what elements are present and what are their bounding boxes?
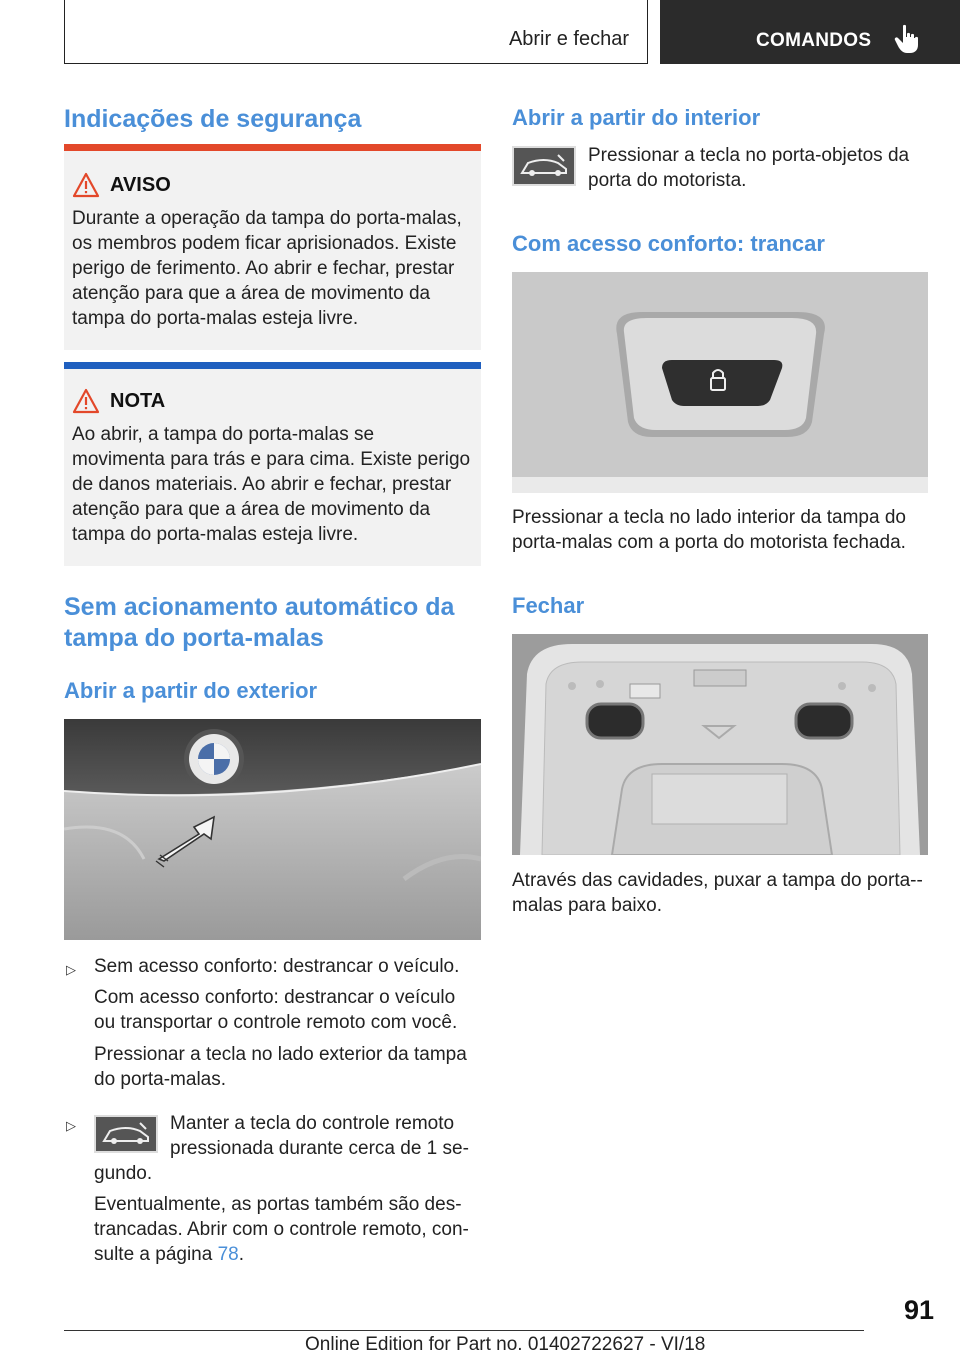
comfort-access-text: Pressionar a tecla no lado interior da tampa do porta-malas com a porta do motorista fechada. xyxy=(512,507,906,553)
note-box xyxy=(64,362,481,566)
header-section-box xyxy=(64,0,648,64)
trunk-exterior-image xyxy=(64,719,481,940)
safety-heading: Indicações de segurança xyxy=(64,105,362,133)
subsection-heading-exterior: Abrir a partir do exterior xyxy=(64,678,318,703)
note-text: Ao abrir, a tampa do porta-malas se movimenta para trás e para cima. Existe perigo de danos materiais. Ao abrir e fechar, prestar atenção para que a área de movimento da tampa do porta-malas esteja livre. xyxy=(72,424,471,545)
list-item-2-para-text: Eventualmente, as portas também são des-trancadas. Abrir com o controle remoto, con-sulte a página xyxy=(94,1194,469,1265)
close-text: Através das cavidades, puxar a tampa do porta--malas para baixo. xyxy=(512,870,923,916)
list-item-2-para xyxy=(94,1192,474,1267)
list-bullet-triangle-icon: ▷ xyxy=(66,1118,76,1133)
note-label: NOTA xyxy=(110,390,166,412)
warning-accent-bar xyxy=(64,144,481,151)
remote-trunk-button-icon xyxy=(94,1115,158,1153)
list-item-1-main: Sem acesso conforto: destrancar o veículo. xyxy=(94,956,460,977)
trunk-lid-illustration xyxy=(512,634,928,855)
list-item-2-para-end: . xyxy=(238,1244,245,1265)
note-accent-bar xyxy=(64,362,481,369)
close-heading: Fechar xyxy=(512,593,585,618)
list-bullet-triangle-icon: ▷ xyxy=(66,962,76,977)
list-item-2-main-a: Manter a tecla do controle remoto pressionada durante cerca de 1 se- xyxy=(170,1113,469,1159)
warning-label: AVISO xyxy=(110,174,171,196)
page-reference-link[interactable]: 78 xyxy=(217,1244,239,1265)
page-number: 91 xyxy=(903,1295,934,1325)
interior-text: Pressionar a tecla no porta-objetos da porta do motorista. xyxy=(588,145,910,191)
warning-text: Durante a operação da tampa do porta-malas, os membros podem ficar aprisionados. Existe perigo de ferimento. Ao abrir e fechar, prestar atenção para que a área de movimento da tampa do porta-malas esteja livre. xyxy=(72,208,462,329)
trunk-exterior-illustration xyxy=(64,719,481,940)
trunk-lid-interior-image xyxy=(512,634,928,855)
list-item-1-para-1: Com acesso conforto: destrancar o veículo ou transportar o controle remoto com você. xyxy=(94,987,458,1033)
interior-heading: Abrir a partir do interior xyxy=(512,105,761,130)
lock-button-illustration xyxy=(512,272,928,493)
list-item-1-para-2: Pressionar a tecla no lado exterior da tampa do porta-malas. xyxy=(94,1044,467,1090)
warning-box xyxy=(64,144,481,350)
note-triangle-icon xyxy=(72,388,100,414)
header-chapter-tab xyxy=(660,0,960,64)
door-trunk-button-icon xyxy=(512,146,576,186)
chapter-label: COMANDOS xyxy=(756,30,872,51)
header-section-title: Abrir e fechar xyxy=(508,28,629,50)
list-item-2-main-b: gundo. xyxy=(94,1163,153,1184)
pointing-hand-icon xyxy=(894,24,920,54)
trunk-lock-button-image xyxy=(512,272,928,493)
comfort-access-heading: Com acesso conforto: trancar xyxy=(512,231,825,256)
footer-divider xyxy=(64,1330,864,1331)
footer-edition-text: Online Edition for Part no. 01402722627 - VI/18 xyxy=(305,1334,706,1355)
warning-triangle-icon xyxy=(72,172,100,198)
section-heading: Sem acionamento automático da tampa do porta-malas xyxy=(64,593,455,652)
